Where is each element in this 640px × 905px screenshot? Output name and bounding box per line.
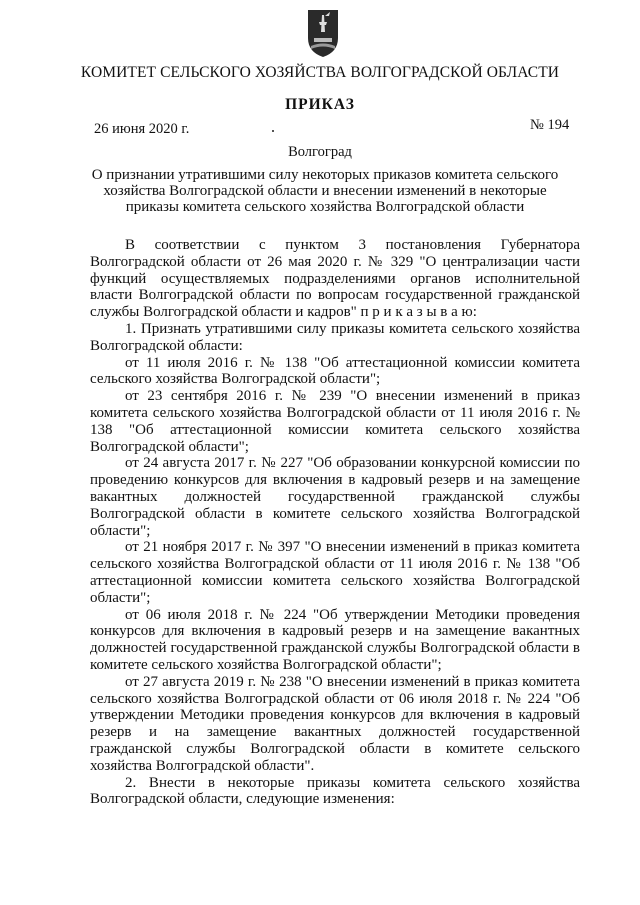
document-type: ПРИКАЗ — [285, 96, 355, 113]
document-title: О признании утратившими силу некоторых приказов комитета сельского хозяйства Волгоградской области и внесении изменений в некоторые приказы комитета сельского хозяйства Волгоградской области — [91, 167, 559, 215]
paragraph-order-238: от 27 августа 2019 г. № 238 "О внесении изменений в приказ комитета сельского хозяйства Волгоградской области от 06 июля 2018 г. № 224 "Об утверждении Методики проведения конкурсов для включения в кадровый резерв и на замещение вакантных должностей государственной гражданской службы Волгоградской области в комитете сельского хозяйства Волгоградской области". — [90, 673, 580, 774]
paragraph-item-1: 1. Признать утратившими силу приказы комитета сельского хозяйства Волгоградской области: — [90, 320, 580, 354]
document-city: Волгоград — [288, 144, 352, 160]
document-number: № 194 — [530, 117, 570, 133]
scan-speck — [272, 130, 274, 132]
paragraph-order-224: от 06 июля 2018 г. № 224 "Об утверждении Методики проведения конкурсов для включения в кадровый резерв и на замещение вакантных должностей государственной гражданской службы Волгоградской области в комитете сельского хозяйства Волгоградской области"; — [90, 606, 580, 673]
paragraph-item-2: 2. Внести в некоторые приказы комитета сельского хозяйства Волгоградской области, следующие изменения: — [90, 774, 580, 808]
coat-of-arms-emblem — [305, 8, 341, 58]
paragraph-order-239: от 23 сентября 2016 г. № 239 "О внесении изменений в приказ комитета сельского хозяйства Волгоградской области от 11 июля 2016 г. № 138 "Об аттестационной комиссии комитета сельского хозяйства Волгоградской области"; — [90, 388, 580, 455]
organization-name: КОМИТЕТ СЕЛЬСКОГО ХОЗЯЙСТВА ВОЛГОГРАДСКОЙ ОБЛАСТИ — [80, 64, 560, 81]
paragraph-preamble: В соответствии с пунктом 3 постановления Губернатора Волгоградской области от 26 мая 2020 г. № 329 "О централизации части функций осуществляемых подразделениями органов исполнительной власти Волгоградской области по вопросам государственной гражданской службы Волгоградской области и кадров" п р и к а з ы в а ю: — [90, 237, 580, 321]
paragraph-order-227: от 24 августа 2017 г. № 227 "Об образовании конкурсной комиссии по проведению конкурсов для включения в кадровый резерв и на замещение вакантных должностей государственной гражданской службы Волгоградской области в комитете сельского хозяйства Волгоградской области"; — [90, 455, 580, 539]
paragraph-order-138: от 11 июля 2016 г. № 138 "Об аттестационной комиссии комитета сельского хозяйства Волгоградской области"; — [90, 354, 580, 388]
paragraph-order-397: от 21 ноября 2017 г. № 397 "О внесении изменений в приказ комитета сельского хозяйства Волгоградской области от 11 июля 2016 г. № 138 "Об аттестационной комиссии комитета сельского хозяйства Волгоградской области"; — [90, 539, 580, 606]
document-date: 26 июня 2020 г. — [94, 121, 190, 137]
document-body — [90, 237, 580, 808]
